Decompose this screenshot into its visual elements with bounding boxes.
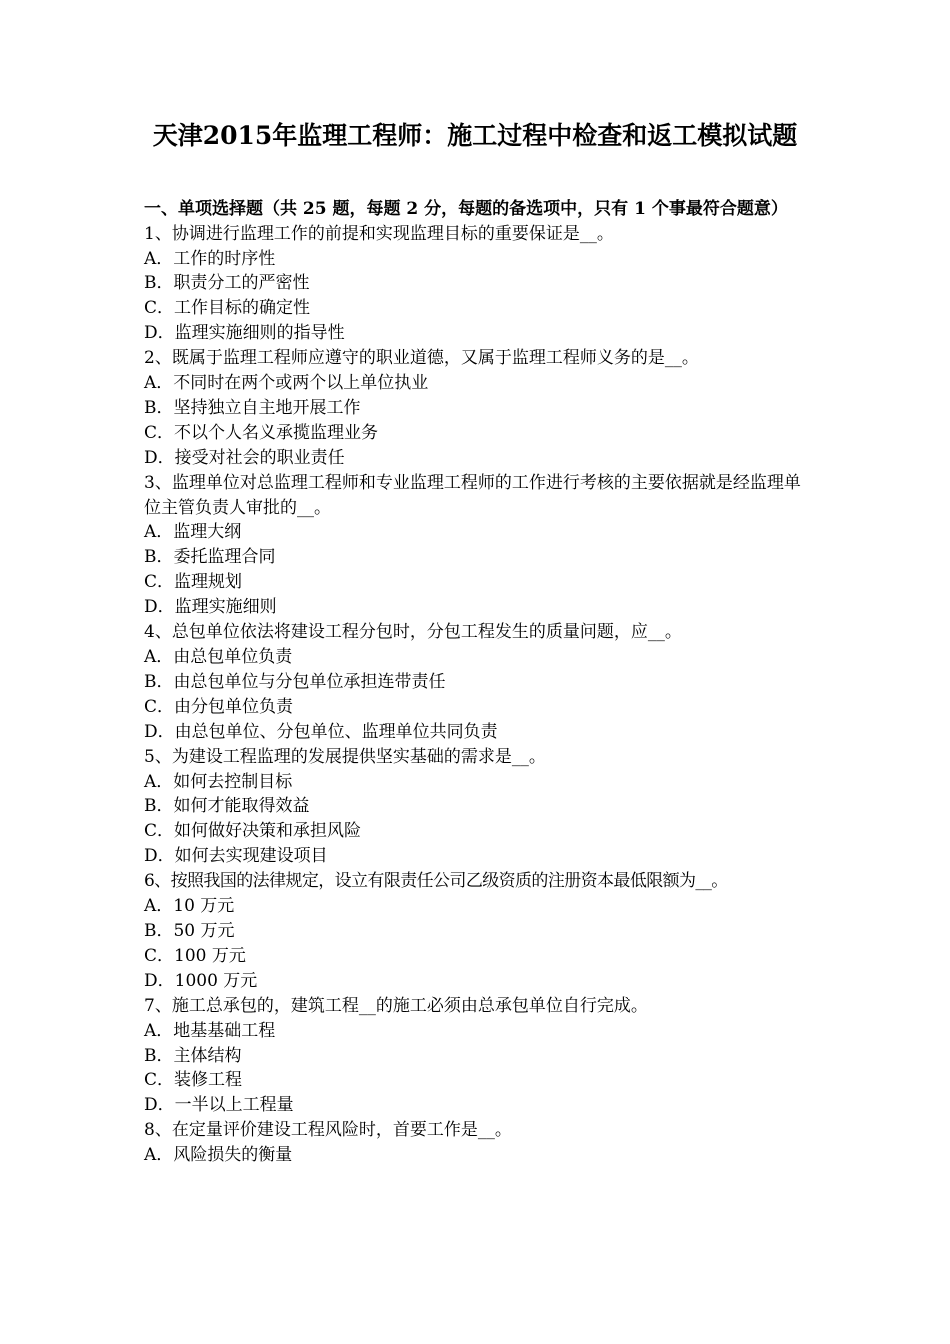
question-1-option-d: D．监理实施细则的指导性	[144, 323, 345, 344]
question-5-option-a: A．如何去控制目标	[144, 771, 293, 792]
question-1-option-c: C．工作目标的确定性	[144, 298, 311, 319]
question-2-option-c: C．不以个人名义承揽监理业务	[144, 422, 379, 443]
question-1-stem: 1、协调进行监理工作的前提和实现监理目标的重要保证是__。	[144, 223, 614, 244]
question-5-option-c: C．如何做好决策和承担风险	[144, 821, 362, 842]
question-2-stem: 2、既属于监理工程师应遵守的职业道德，又属于监理工程师义务的是__。	[144, 348, 699, 369]
question-8-option-a: A．风险损失的衡量	[144, 1145, 293, 1166]
question-4-option-d: D．由总包单位、分包单位、监理单位共同负责	[144, 721, 498, 742]
question-7-stem: 7、施工总承包的，建筑工程__的施工必须由总承包单位自行完成。	[144, 995, 648, 1016]
question-6-option-d: D．1000 万元	[144, 970, 258, 991]
question-4-stem: 4、总包单位依法将建设工程分包时，分包工程发生的质量问题，应__。	[144, 622, 682, 643]
question-7-option-c: C．装修工程	[144, 1070, 243, 1091]
question-6-option-a: A．10 万元	[144, 896, 235, 917]
question-3-option-b: B．委托监理合同	[144, 547, 276, 568]
question-3-stem: 3、监理单位对总监理工程师和专业监理工程师的工作进行考核的主要依据就是经监理单位主管负责人审批的__。	[144, 472, 801, 518]
question-4-option-b: B．由总包单位与分包单位承担连带责任	[144, 671, 446, 692]
question-4-option-a: A．由总包单位负责	[144, 647, 293, 667]
question-7-option-a: A．地基基础工程	[144, 1020, 276, 1041]
question-8-stem: 8、在定量评价建设工程风险时，首要工作是__。	[144, 1120, 512, 1141]
section-header: 一、单项选择题（共 25 题，每题 2 分，每题的备选项中，只有 1 个事最符合题意）	[144, 199, 788, 219]
page-title: 天津2015年监理工程师：施工过程中检查和返工模拟试题	[152, 121, 798, 150]
question-6-option-b: B．50 万元	[144, 920, 235, 941]
question-7-option-b: B．主体结构	[144, 1045, 242, 1066]
question-2-option-a: A．不同时在两个或两个以上单位执业	[144, 373, 429, 394]
question-3-option-a: A．监理大纲	[144, 522, 242, 543]
question-5-option-b: B．如何才能取得效益	[144, 796, 310, 817]
question-4-option-c: C．由分包单位负责	[144, 696, 294, 717]
question-3-option-c: C．监理规划	[144, 572, 243, 593]
question-1-option-a: A．工作的时序性	[144, 248, 276, 269]
question-2-option-d: D．接受对社会的职业责任	[144, 447, 345, 468]
document-body	[144, 197, 810, 1168]
question-6-stem: 6、按照我国的法律规定，设立有限责任公司乙级资质的注册资本最低限额为__。	[144, 871, 728, 892]
question-6-option-c: C．100 万元	[144, 945, 246, 966]
question-1-option-b: B．职责分工的严密性	[144, 273, 310, 294]
question-3-option-d: D．监理实施细则	[144, 597, 277, 618]
question-5-stem: 5、为建设工程监理的发展提供坚实基础的需求是__。	[144, 746, 546, 767]
question-7-option-d: D．一半以上工程量	[144, 1095, 294, 1116]
question-5-option-d: D．如何去实现建设项目	[144, 846, 328, 867]
question-2-option-b: B．坚持独立自主地开展工作	[144, 397, 361, 418]
